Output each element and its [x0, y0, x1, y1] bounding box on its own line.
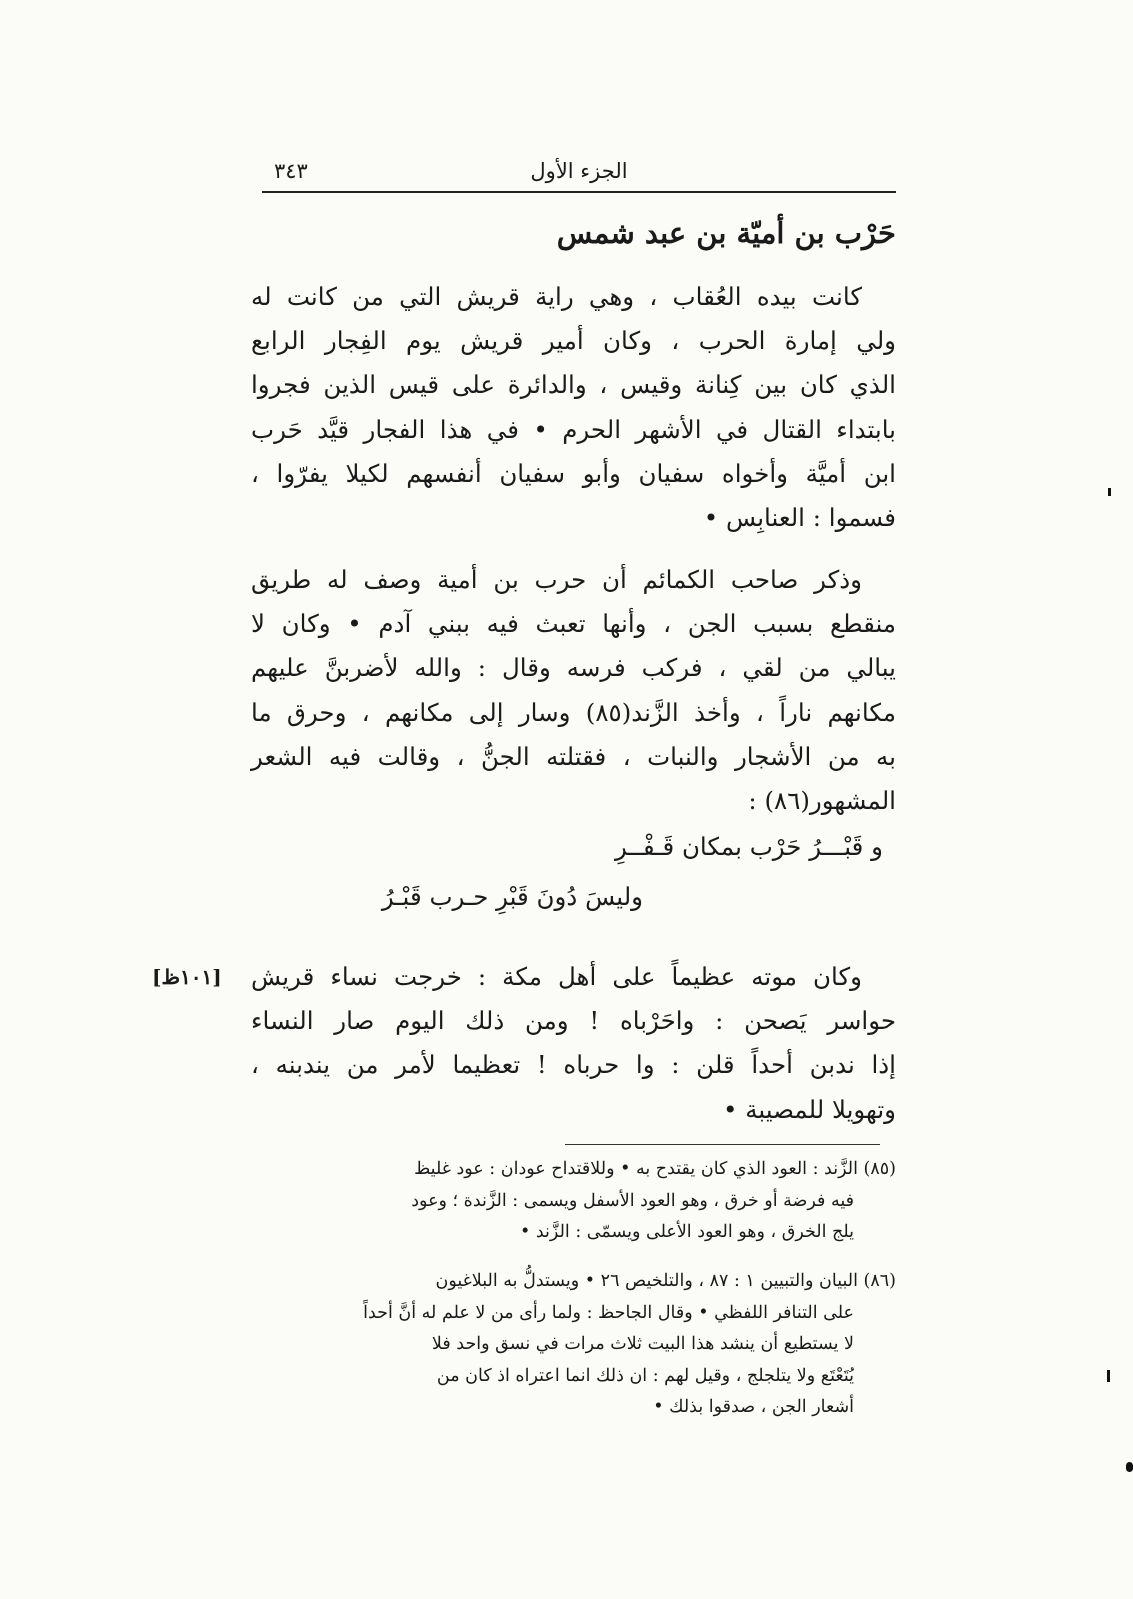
margin-folio-note: [١٠١ظ]: [152, 965, 222, 989]
text-line: مكانهم ناراً ، وأخذ الزَّند(٨٥) وسار إلى مكانهم ، وحرق ما: [251, 697, 896, 727]
header-title: الجزء الأول: [530, 159, 628, 183]
scan-speck: [1108, 488, 1111, 496]
text-line: فسموا : العنابِس •: [703, 503, 896, 533]
footnote-line: (٨٦) البيان والتبيين ١ : ٨٧ ، والتلخيص ٢٦ • ويستدلُّ به البلاغيون: [435, 1271, 896, 1291]
footnote-line: لا يستطيع أن ينشد هذا البيت ثلاث مرات في نسق واحد فلا: [431, 1334, 854, 1354]
text-line: وذكر صاحب الكمائم أن حرب بن أمية وصف له طريق: [251, 565, 862, 594]
text-line: الذي كان بين كِنانة وقيس ، والدائرة على قيس الذين فجروا: [251, 370, 896, 400]
scan-speck: [1126, 1462, 1133, 1472]
page-number: ٣٤٣: [274, 159, 308, 183]
running-header: [262, 155, 896, 193]
text-line: يبالي من لقي ، فركب فرسه وقال : والله لأضربنَّ عليهم: [251, 653, 896, 683]
text-line: وتهويلا للمصيبة •: [723, 1094, 896, 1124]
text-line: حواسر يَصحن : واحَرْباه ! ومن ذلك اليوم صار النساء: [251, 1006, 896, 1036]
paragraph-1: [251, 275, 896, 540]
text-line: كانت بيده العُقاب ، وهي راية قريش التي من كانت له: [251, 282, 862, 311]
text-line: منقطع بسبب الجن ، وأنها تعبث فيه ببني آدم • وكان لا: [251, 609, 896, 639]
text-line: ابن أميَّة وأخواه سفيان وأبو سفيان أنفسهم لكيلا يفرّوا ،: [251, 458, 896, 488]
footnote-line: على التنافر اللفظي • وقال الجاحظ : ولما رأى من لا علم له أنَّ أحداً: [363, 1302, 854, 1323]
footnote-86: [251, 1266, 896, 1424]
text-line: المشهور(٨٦) :: [748, 786, 896, 816]
footnote-divider: [565, 1144, 880, 1145]
footnote-line: يُتَعْتَع ولا يتلجلج ، وقيل لهم : ان ذلك انما اعتراه اذ كان من: [436, 1365, 854, 1386]
section-title: حَرْب بن أميّة بن عبد شمس: [556, 216, 896, 250]
text-line: وكان موته عظيماً على أهل مكة : خرجت نساء قريش: [251, 962, 862, 991]
footnote-line: فيه فرضة أو خرق ، وهو العود الأسفل ويسمى : الزَّندة ؛ وعود: [411, 1190, 854, 1211]
footnote-85: [251, 1154, 896, 1249]
text-line: به من الأشجار والنبات ، فقتلته الجنُّ ، وقالت فيه الشعر: [251, 741, 896, 771]
text-line: إذا ندبن أحداً قلن : وا حرباه ! تعظيما لأمر من يندبنه ،: [251, 1050, 896, 1080]
text-line: بابتداء القتال في الأشهر الحرم • في هذا الفجار قيَّد حَرب: [251, 414, 896, 444]
paragraph-2: [251, 558, 896, 823]
footnote-line: (٨٥) الزَّند : العود الذي كان يقتدح به • وللاقتداح عودان : عود غليظ: [414, 1159, 896, 1179]
verse-line-2: وليسَ دُونَ قَبْرِ حـرب قَبْـرُ: [381, 882, 643, 911]
verse-line-1: و قَبْـــرُ حَرْب بمكان قَـفْــرِ: [615, 832, 883, 861]
footnote-line: أشعار الجن ، صدقوا بذلك •: [653, 1397, 854, 1417]
paragraph-3: [251, 955, 896, 1132]
text-line: ولي إمارة الحرب ، وكان أمير قريش يوم الفِجار الرابع: [251, 326, 896, 356]
scan-speck: [1107, 1370, 1110, 1382]
footnote-line: يلج الخرق ، وهو العود الأعلى ويسمّى : الزَّند •: [519, 1222, 854, 1242]
